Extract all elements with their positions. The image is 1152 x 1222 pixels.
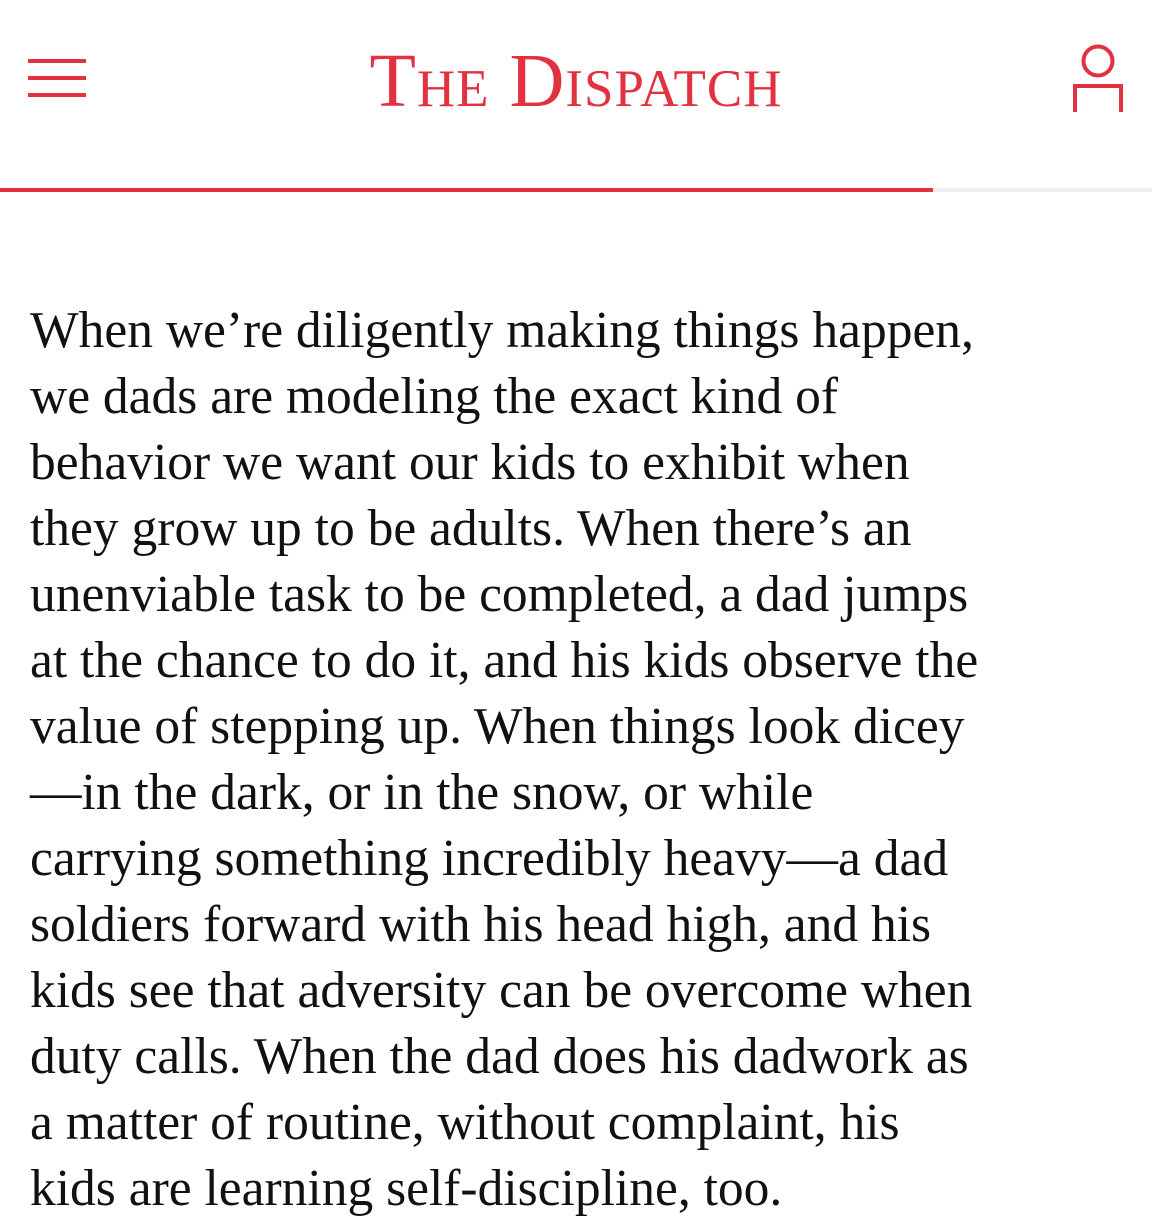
- article-line: duty calls. When the dad does his dadwork as: [30, 1028, 969, 1085]
- site-logo[interactable]: The Dispatch: [369, 39, 783, 123]
- article-line: a matter of routine, without complaint, his: [30, 1094, 900, 1151]
- article-line: we dads are modeling the exact kind of: [30, 368, 838, 425]
- article-line: —in the dark, or in the snow, or while: [30, 764, 814, 821]
- article-line: carrying something incredibly heavy—a dad: [30, 830, 949, 887]
- article-line: kids are learning self-discipline, too.: [30, 1160, 783, 1217]
- article-line: value of stepping up. When things look dicey: [30, 698, 965, 755]
- article-line: When we’re diligently making things happen,: [30, 302, 974, 359]
- article-line: soldiers forward with his head high, and his: [30, 896, 932, 953]
- user-account-icon: [1070, 42, 1126, 114]
- reading-progress-fill: [0, 188, 933, 192]
- account-button[interactable]: [1070, 42, 1126, 114]
- article-body: [30, 232, 1130, 1222]
- article-line: behavior we want our kids to exhibit when: [30, 434, 910, 491]
- site-header: [0, 0, 1152, 190]
- article-line: they grow up to be adults. When there’s an: [30, 500, 912, 557]
- reading-progress-bar: [0, 188, 1152, 192]
- article-line: at the chance to do it, and his kids observe the: [30, 632, 979, 689]
- article-line: kids see that adversity can be overcome when: [30, 962, 973, 1019]
- article-line: unenviable task to be completed, a dad jumps: [30, 566, 969, 623]
